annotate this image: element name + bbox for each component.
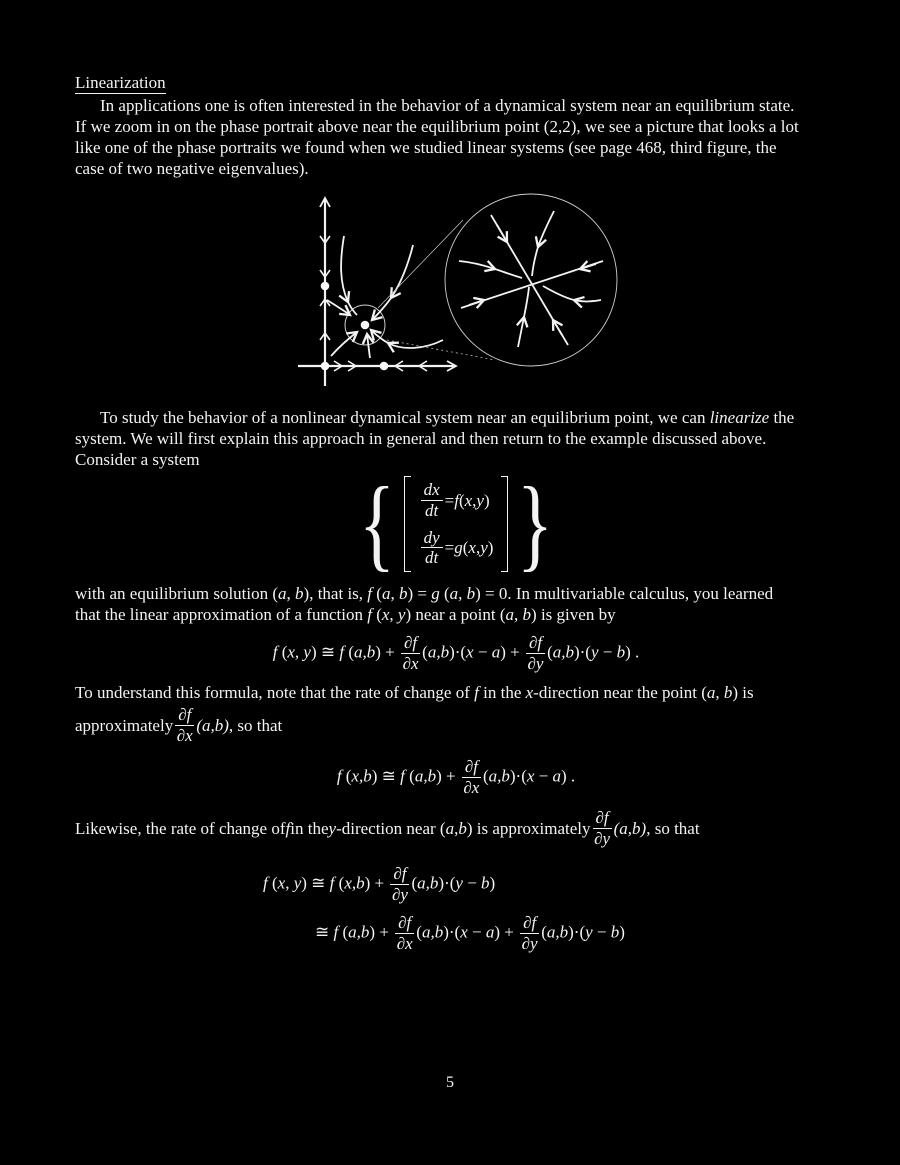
- paragraph-equilibrium: [75, 583, 837, 625]
- equation-dy-dt: $\frac{dy}{dt}$ = g ( x , y ): [419, 529, 494, 568]
- magnified-circle: [445, 194, 617, 366]
- text-line: that the linear approximation of a function f (x, y) near a point (a, b) is given by: [75, 605, 616, 624]
- magnified-trajectories: [459, 211, 603, 347]
- equation-linear-approximation: f (x, y) ≅ f (a,b) + $\frac{\partial f}{\partial x}$ (a,b)·(x − a) + $\frac{\partial f}{\partial y}$ (a,b)·(y − b) .: [272, 633, 640, 673]
- text-line: like one of the phase portraits we found when we studied linear systems (see page 468, third figure, the: [75, 138, 777, 157]
- trajectories: [327, 236, 443, 358]
- title-text: Linearization: [75, 73, 166, 92]
- text-line: To study the behavior of a nonlinear dynamical system near an equilibrium point, we can linearize the: [100, 408, 795, 427]
- left-brace: {: [358, 466, 395, 581]
- section-title: [75, 72, 837, 95]
- right-bracket: [501, 476, 508, 572]
- equation-y-direction-line2: ≅ f (a,b) + $\frac{\partial f}{\partial x}$ (a,b)·(x − a) + $\frac{\partial f}{\partial y}$ (a,b)·(y − b): [315, 913, 625, 953]
- text-line: system. We will first explain this approach in general and then return to the example discussed above.: [75, 429, 767, 448]
- paragraph-linearize: [75, 407, 837, 470]
- text-line: approximately $\frac{\partial f}{\partial x}$ (a,b) , so that: [75, 705, 283, 746]
- equation-system: [75, 466, 837, 581]
- text-line: Consider a system: [75, 450, 200, 469]
- paragraph-x-direction: [75, 682, 837, 749]
- zoom-connector-lines: [378, 220, 495, 360]
- phase-portrait-svg: [291, 190, 621, 400]
- equilibrium-dots: [321, 282, 389, 371]
- phase-portrait-figure: [75, 190, 837, 400]
- equation-x-direction: f (x,b) ≅ f (a,b) + $\frac{\partial f}{\partial x}$ (a,b)·(x − a) .: [336, 756, 576, 797]
- text-line: If we zoom in on the phase portrait above near the equilibrium point (2,2), we see a picture that looks a lot: [75, 117, 799, 136]
- text-line: In applications one is often interested in the behavior of a dynamical system near an equilibrium state.: [100, 96, 795, 115]
- left-bracket: [404, 476, 411, 572]
- page-number: 5: [446, 1074, 454, 1091]
- paragraph-intro: [75, 95, 837, 179]
- text-line: with an equilibrium solution (a, b), that is, f (a, b) = g (a, b) = 0. In multivariable calculus, you learned: [75, 584, 774, 603]
- text-line: Likewise, the rate of change of f in the y -direction near ( a , b ) is approximately $\frac{\partial f}{\partial y}$ (a,b) , so that: [75, 808, 700, 848]
- right-brace: }: [517, 466, 554, 581]
- text-line: To understand this formula, note that the rate of change of f in the x-direction near the point (a, b) is: [75, 682, 754, 702]
- system-rows: [413, 481, 500, 567]
- paragraph-y-direction: [75, 805, 837, 851]
- equation-y-direction-line1: f (x, y) ≅ f (x,b) + $\frac{\partial f}{\partial y}$ (a,b)·(y − b): [263, 864, 496, 905]
- equation-dx-dt: $\frac{dx}{dt}$ = f ( x , y ): [419, 481, 494, 520]
- text-line: case of two negative eigenvalues).: [75, 159, 309, 178]
- y-axis: [320, 198, 330, 386]
- page-content: [75, 72, 837, 957]
